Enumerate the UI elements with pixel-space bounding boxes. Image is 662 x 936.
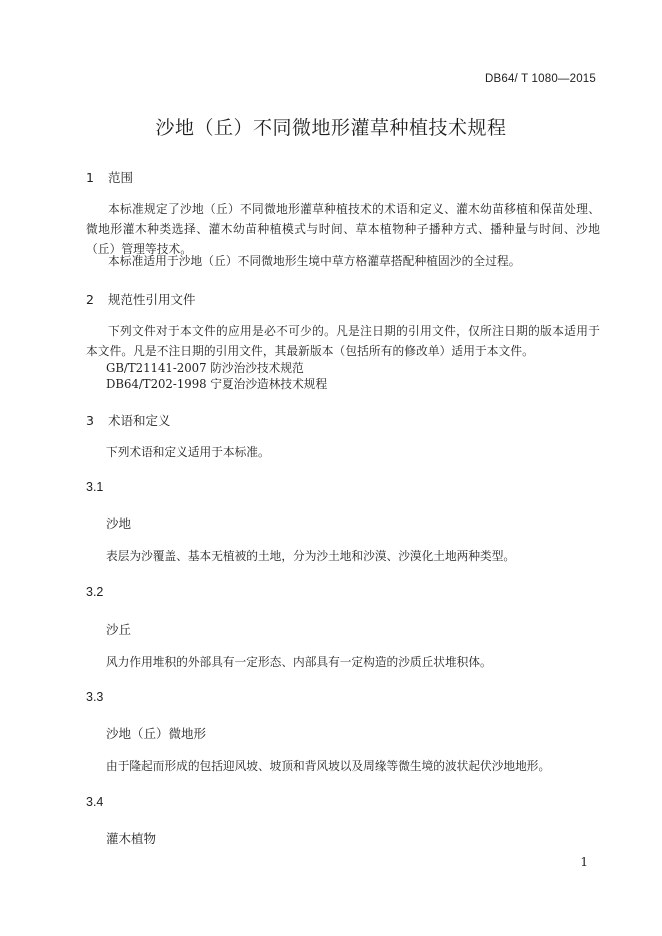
section-number: 1 (86, 170, 94, 185)
section-title: 术语和定义 (108, 413, 171, 428)
section-1-paragraph-2: 本标准适用于沙地（丘）不同微地形生境中草方格灌草搭配种植固沙的全过程。 (108, 254, 521, 268)
section-1-paragraph-1: 本标准规定了沙地（丘）不同微地形灌草种植技术的术语和定义、灌木幼苗移植和保苗处理、微地形灌木种类选择、灌木幼苗种植模式与时间、草本植物种子播种方式、播种量与时间、沙地（丘）管理等技术。 (86, 202, 600, 256)
section-1-heading (86, 168, 133, 186)
section-2-heading (86, 290, 196, 308)
term-name: 沙丘 (106, 622, 132, 637)
page-title: 沙地（丘）不同微地形灌草种植技术规程 (155, 117, 507, 139)
section-3-paragraph-1: 下列术语和定义适用于本标准。 (106, 445, 270, 459)
term-name: 沙地（丘）微地形 (106, 726, 207, 741)
term-number: 3.4 (86, 795, 104, 809)
term-name: 灌木植物 (106, 831, 157, 846)
section-title: 规范性引用文件 (108, 292, 196, 307)
normative-reference: GB/T21141-2007 防沙治沙技术规范 (106, 361, 304, 375)
term-number: 3.3 (86, 690, 104, 704)
section-number: 3 (86, 413, 94, 428)
term-number: 3.1 (86, 480, 104, 494)
term-definition: 风力作用堆积的外部具有一定形态、内部具有一定构造的沙质丘状堆积体。 (106, 655, 492, 669)
page-number: 1 (580, 855, 588, 869)
normative-reference: DB64/T202-1998 宁夏治沙造林技术规程 (106, 377, 328, 391)
section-3-heading (86, 411, 171, 429)
term-number: 3.2 (86, 585, 104, 599)
section-number: 2 (86, 292, 94, 307)
section-2-paragraph-1: 下列文件对于本文件的应用是必不可少的。凡是注日期的引用文件，仅所注日期的版本适用于本文件。凡是不注日期的引用文件，其最新版本（包括所有的修改单）适用于本文件。 (86, 324, 600, 358)
section-title: 范围 (108, 170, 134, 185)
term-definition: 表层为沙覆盖、基本无植被的土地，分为沙土地和沙漠、沙漠化土地两种类型。 (106, 549, 516, 563)
term-definition: 由于隆起而形成的包括迎风坡、坡顶和背风坡以及周缘等微生境的波状起伏沙地地形。 (106, 759, 551, 773)
term-name: 沙地 (106, 516, 132, 531)
standard-code: DB64/ T 1080—2015 (484, 73, 596, 85)
